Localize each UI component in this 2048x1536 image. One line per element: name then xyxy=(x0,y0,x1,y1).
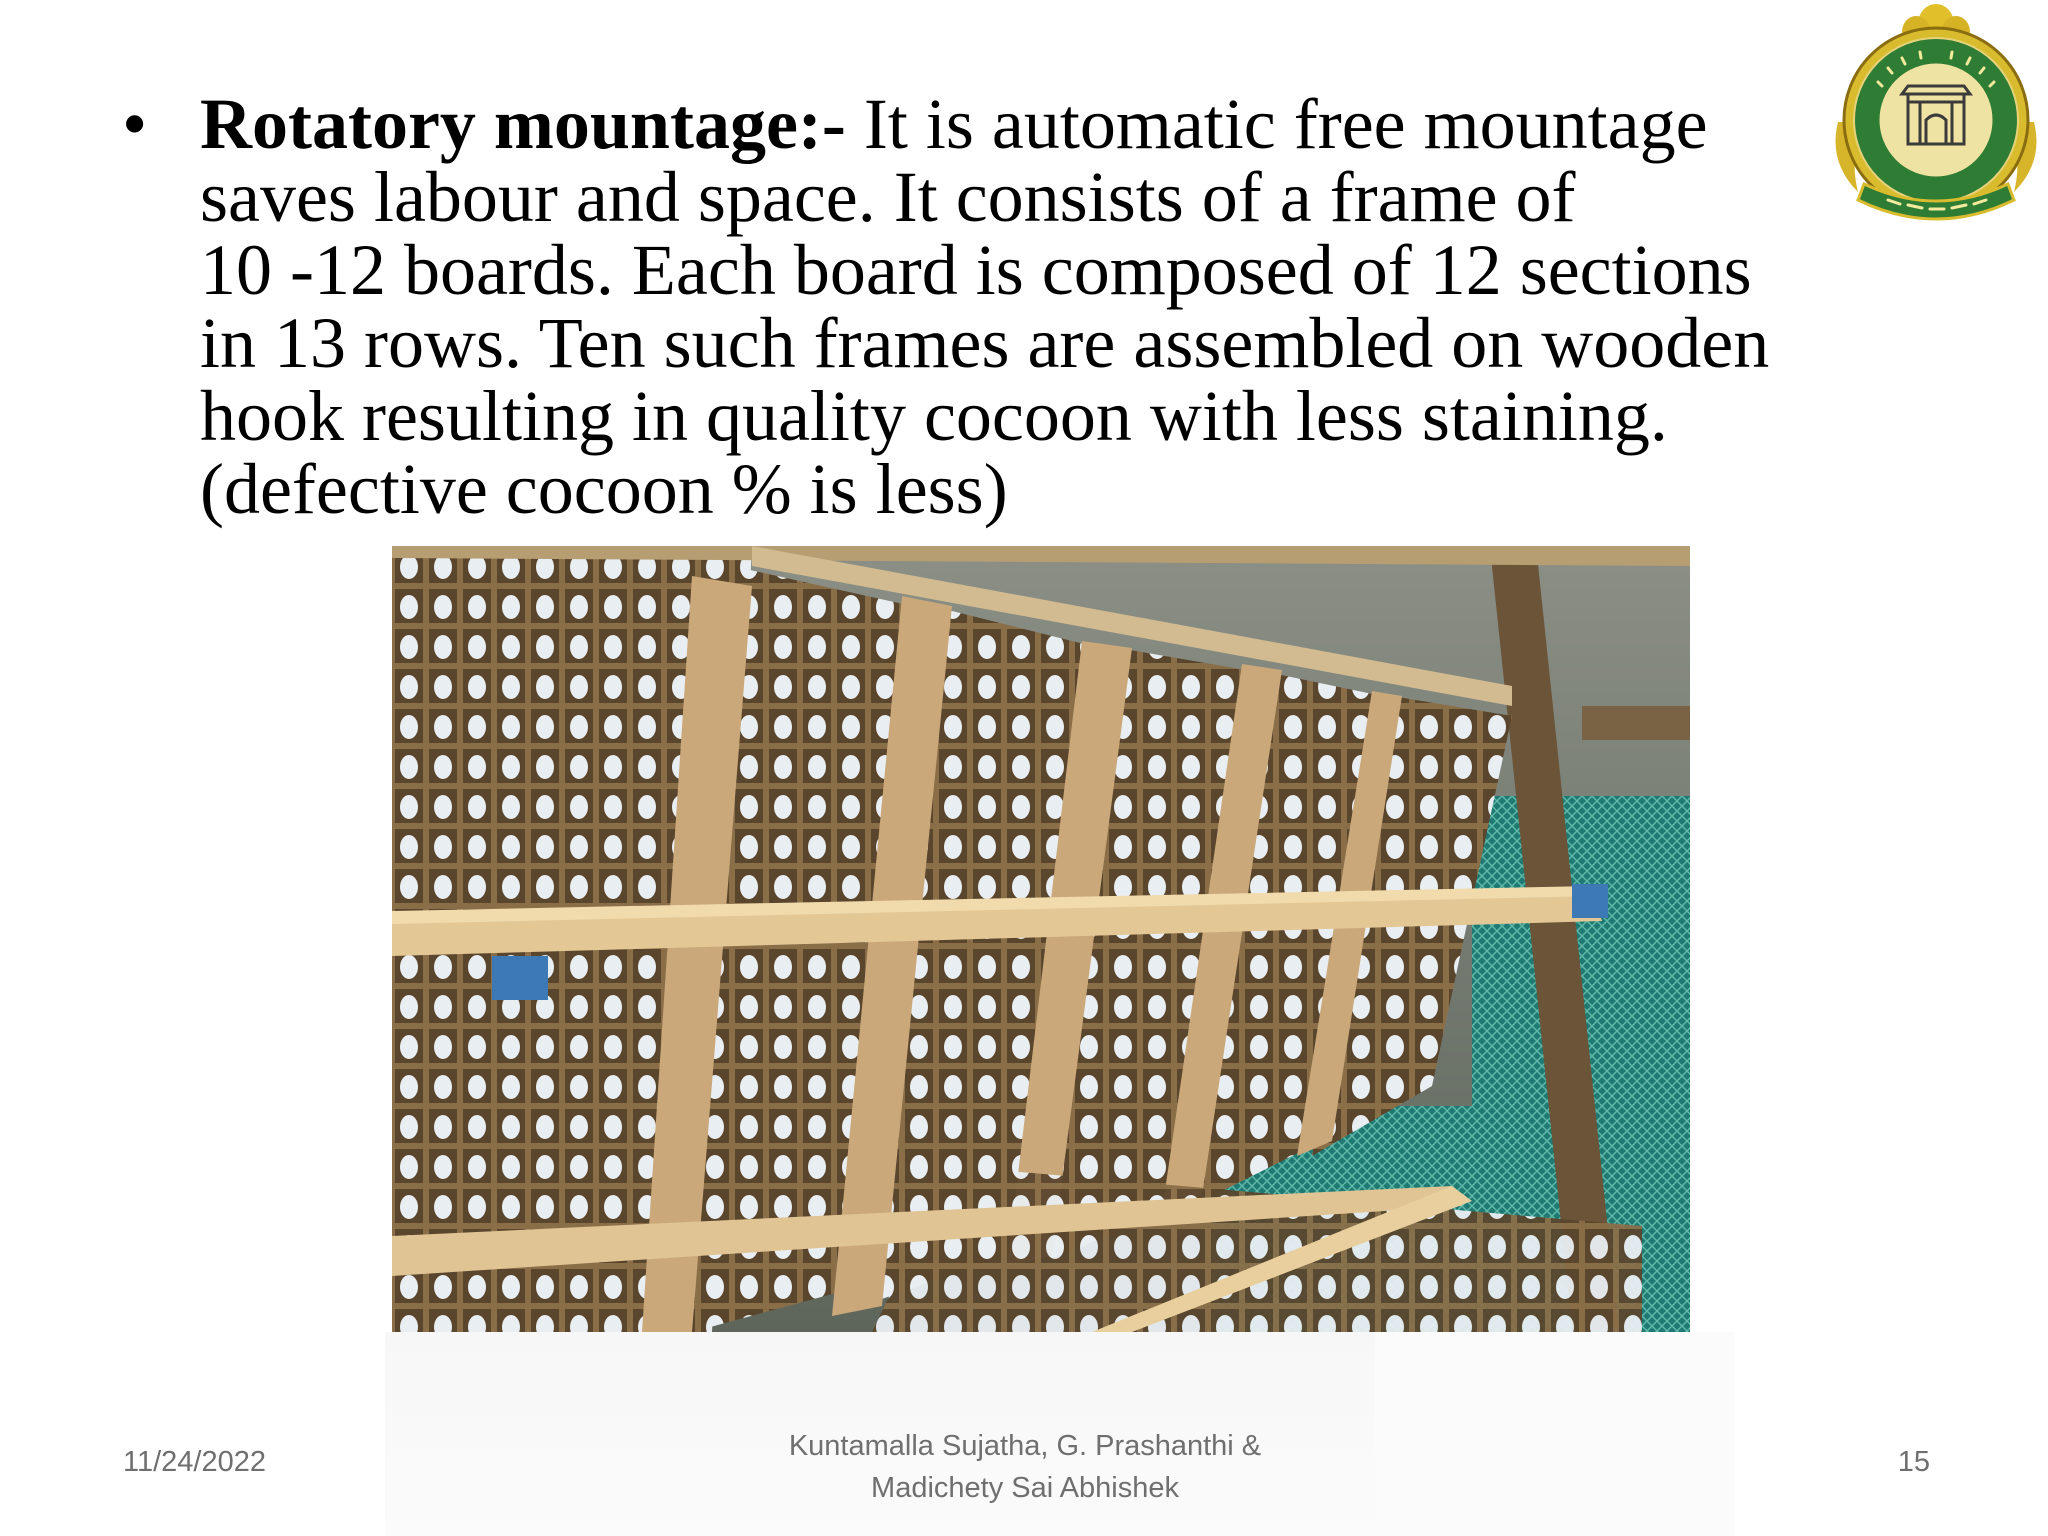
footer-page-number: 15 xyxy=(1897,1446,1930,1478)
footer-author xyxy=(640,1425,1410,1509)
bullet-heading: Rotatory mountage:- xyxy=(200,84,846,164)
bullet-line-3: 10 -12 boards. Each board is composed of 12 sections xyxy=(200,230,1752,310)
bullet-marker: • xyxy=(122,84,148,164)
bullet-line-1 xyxy=(200,84,1900,164)
footer-date: 11/24/2022 xyxy=(123,1446,266,1478)
bullet-line-2: saves labour and space. It consists of a frame of xyxy=(200,157,1576,237)
bullet-line-5: hook resulting in quality cocoon with less staining. xyxy=(200,376,1668,456)
footer-author-line-1: Kuntamalla Sujatha, G. Prashanthi & xyxy=(788,1430,1262,1462)
bullet-text xyxy=(200,84,1900,529)
rotary-mountage-photo xyxy=(392,546,1690,1332)
photo-shadow xyxy=(1375,1332,1735,1536)
bullet-line-text: It is automatic free mountage xyxy=(845,84,1708,164)
bullet-line-6: (defective cocoon % is less) xyxy=(200,449,1008,529)
footer-author-line-2: Madichety Sai Abhishek xyxy=(871,1472,1179,1504)
university-emblem-logo xyxy=(1828,2,2044,228)
bullet-line-4: in 13 rows. Ten such frames are assembled on wooden xyxy=(200,303,1770,383)
